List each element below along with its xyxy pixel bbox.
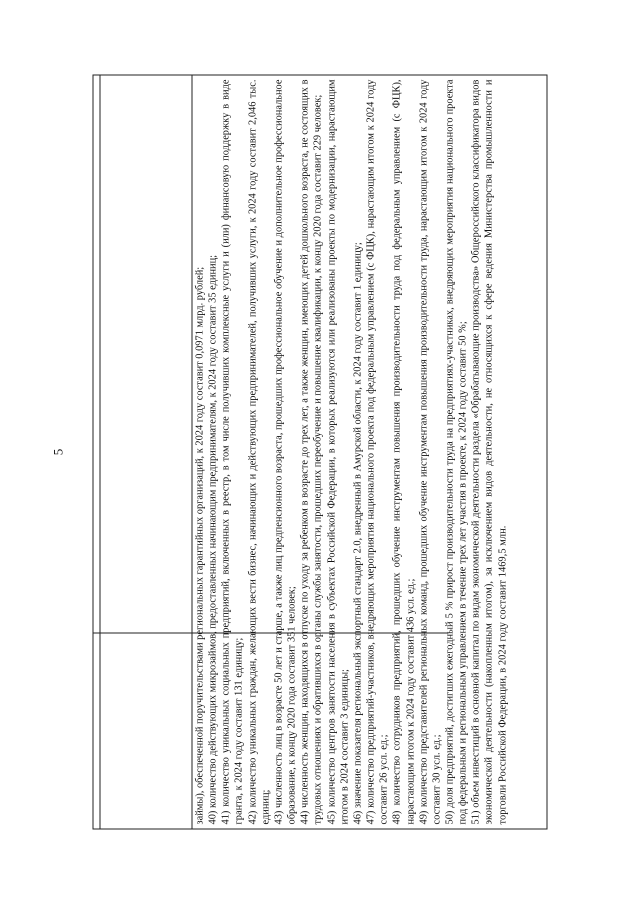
table-cell-description [194, 80, 545, 825]
item-text: 45) количество центров занятости населения в субъектах Российской Федерации, в которых реализуются или реализованы проекты по модернизации, нарастающим итогом в 2024 составит 3 единицы; [326, 79, 351, 825]
table-column-name [100, 76, 193, 829]
item-text: 50) доля предприятий, достигших ежегодный 5 % прирост производительности труда на предприятиях-участниках, внедряющих мероприятия национального проекта под федеральным и региональным управлением в течение трех лет участия в проекте, к 2024 году составит 50 %; [444, 79, 469, 825]
item-text: 47) количество предприятий-участников, внедряющих мероприятия национального проекта под федеральным управлением (с ФЦК), нарастающим итогом к 2024 году составит 26 усл. ед.; [365, 79, 390, 825]
item-text: 42) количество уникальных граждан, желающих вести бизнес, начинающих и действующих предпринимателей, получивших услуги, к 2024 году составит 2,046 тыс. единиц; [247, 79, 272, 825]
item-text: 44) численность женщин, находящихся в отпуске по уходу за ребенком в возрасте до трех лет, а также женщин, имеющих детей дошкольного возраста, не состоящих в трудовых отношениях и обратившихся в органы службы занятости, прошедших переобучение и повышение квалификации, к концу 2020 года составит 229 человек; [299, 79, 324, 825]
item-text: 40) количество действующих микрозаймов, предоставленных начинающим предпринимателям, к 2024 году составит 35 единиц; [207, 254, 219, 825]
table-page [93, 75, 548, 830]
item-text: займы), обеспеченной поручительствами региональных гарантийных организаций, к 2024 году составит 0,0971 млрд. рублей; [194, 266, 206, 825]
item-text: 41) количество уникальных социальных предприятий, включенных в реестр, в том числе получивших комплексные услуги и (или) финансовую поддержку в виде гранта, к 2024 году составит 131 единицу; [220, 79, 245, 825]
item-text: 43) численность лиц в возрасте 50 лет и старше, а также лиц предпенсионного возраста, прошедших профессиональное обучение и дополнительное профессиональное образование, к концу 2020 года составит 351 человек; [273, 79, 298, 825]
page-number: 5 [50, 448, 66, 456]
item-text: 46) значение показателя региональный экспортный стандарт 2.0, внедренный в Амурской области, к 2024 году составит 1 единицу; [352, 242, 364, 825]
table-frame [93, 75, 548, 830]
item-text: 49) количество представителей региональных команд, прошедших обучение инструментам повышения производительности труда, нарастающим итогом к 2024 году составит 30 усл. ед.; [418, 79, 443, 825]
item-text: 51) объем инвестиций в основной капитал по видам экономической деятельности раздела «Обрабатывающие производства» Общероссийского классификатора видов экономической деятельности (накопленным итогом), за исключением видов деятельности, не относящихся к сфере ведения Министерства промышленности и торговли Российской Федерации, в 2024 году составит 1469,5 млн. [470, 79, 509, 825]
item-text: 48) количество сотрудников предприятий, прошедших обучение инструментам повышения производительности труда под федеральным управлением (с ФЦК), нарастающим итогом к 2024 году составит 436 усл. ед.; [391, 79, 416, 825]
